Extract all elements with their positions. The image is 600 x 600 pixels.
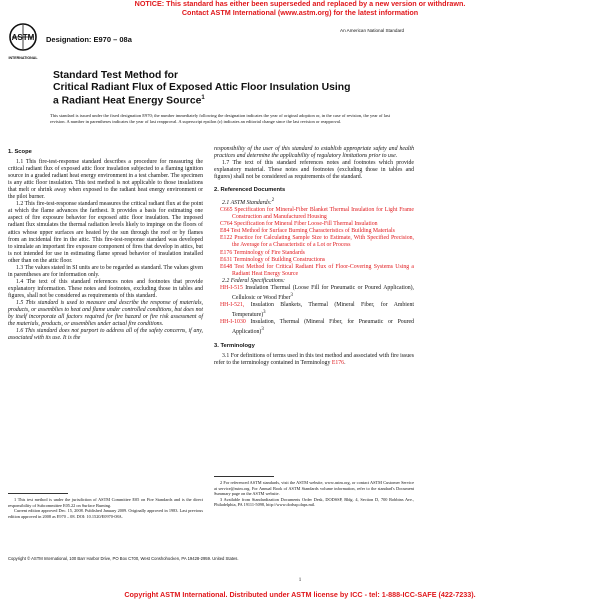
footnote-1: 1 This test method is under the jurisdiction of ASTM Committee E05 on Fire Standards and is the direct responsibility of Subcommittee E05.22 on Surface Burning.: [8, 497, 203, 508]
reference-title[interactable]: Terminology of Building Constructions: [233, 256, 326, 263]
federal-spec-list: [214, 285, 414, 336]
reference-code-link[interactable]: HH-I-521,: [220, 301, 245, 308]
left-column: [8, 146, 203, 342]
terminology-heading: 3. Terminology: [214, 342, 255, 349]
title-line-3-text: a Radiant Heat Energy Source: [53, 95, 202, 107]
logo-text: ASTM: [11, 33, 35, 42]
reference-title: Insulation, Thermal (Mineral Fiber, for Pneumatic or Poured Application): [232, 318, 414, 335]
reference-code-link[interactable]: HH-I-515: [220, 284, 243, 291]
document-title: [53, 70, 473, 107]
reference-item: [220, 250, 414, 257]
para-1-5: 1.5 This standard is used to measure and describe the response of materials, products, or assemblies to heat and flame under controlled conditions, but does not by itself incorporate all factors required for fire hazard or fire risk assessment of the materials, products, or assemblies under actual fire conditions.: [8, 299, 203, 328]
reference-item: [220, 302, 414, 319]
reference-footnote-ref: 3: [261, 326, 264, 332]
reference-code-link[interactable]: E631: [220, 256, 233, 263]
para-3-1: [214, 353, 414, 367]
logo-subtext: INTERNATIONAL: [8, 56, 38, 60]
reference-title: Insulation Thermal (Loose Fill for Pneumatic or Poured Application), Cellulosic or Wood Fiber: [232, 284, 414, 301]
title-footnote-ref: 1: [201, 95, 205, 102]
reference-title[interactable]: Test Method for Surface Burning Characteristics of Building Materials: [230, 228, 395, 235]
title-line-2: Critical Radiant Flux of Exposed Attic Floor Insulation Using: [53, 81, 351, 93]
reference-title[interactable]: Test Method for Critical Radiant Flux of Floor-Covering Systems Using a Radiant Heat Energy Source: [232, 263, 414, 277]
reference-code-link[interactable]: E176: [220, 249, 233, 256]
reference-item: [220, 264, 414, 278]
reference-footnote-ref: 3: [290, 292, 293, 298]
para-1-7: 1.7 The text of this standard references notes and footnotes which provide explanatory material. These notes and footnotes (excluding those in tables and figures) shall not be considered as requirements of the standard.: [214, 160, 414, 181]
right-column: [214, 146, 414, 367]
reference-title: Insulation Blankets, Thermal (Mineral Fiber, for Ambient Temperature): [232, 301, 415, 318]
footnotes-left: [8, 497, 203, 519]
para-2-2: 2.2 Federal Specifications:: [222, 277, 285, 284]
reference-code-link[interactable]: E84: [220, 228, 230, 235]
para-3-1-text: 3.1 For definitions of terms used in this test method and associated with fire issues refer to the terminology contained in Terminology: [214, 352, 414, 366]
reference-item: [220, 285, 414, 302]
footnote-3: 3 Available from Standardization Documents Order Desk, DODSSP, Bldg. 4, Section D, 700 Robbins Ave., Philadelphia, PA 19111-5098, http://www.dodssp.daps.mil.: [214, 496, 414, 508]
reference-title[interactable]: Specification for Mineral Fiber Loose-Fill Thermal Insulation: [234, 221, 378, 228]
withdrawal-notice: [0, 0, 600, 17]
reference-title[interactable]: Practice for Calculating Sample Size to Estimate, With Specified Precision, the Average for a Characteristic of a Lot or Process: [232, 235, 414, 249]
notice-line-2: Contact ASTM International (www.astm.org) for the latest information: [181, 7, 419, 17]
para-1-6: 1.6 This standard does not purport to address all of the safety concerns, if any, associated with its use. It is the: [8, 328, 203, 342]
para-2-1: [214, 197, 414, 207]
license-line: Copyright ASTM International. Distributed under ASTM license by ICC - tel: 1-888-ICC-SAFE (422-7233).: [124, 590, 476, 599]
footnote-ref-2: 2: [271, 198, 275, 204]
title-line-1: Standard Test Method for: [53, 70, 179, 81]
footnote-2: 2 For referenced ASTM standards, visit the ASTM website, www.astm.org, or contact ASTM Customer Service at service@astm.org. For Annual Book of ASTM Standards volume information, refer to the standard's Document Summary page on the ASTM website.: [214, 480, 414, 497]
reference-code-link[interactable]: C764: [220, 221, 233, 228]
referenced-documents-heading: 2. Referenced Documents: [214, 187, 286, 194]
scope-heading: 1. Scope: [8, 149, 32, 155]
reference-title[interactable]: Specification for Mineral-Fiber Blanket Thermal Insulation for Light Frame Construction and Manufactured Housing: [232, 207, 414, 221]
title-line-3: [53, 93, 473, 107]
astm-reference-list: [214, 207, 414, 277]
american-national-standard: An American National Standard: [340, 28, 405, 33]
footnote-rule-right: [214, 476, 274, 477]
astm-logo-icon: [8, 22, 38, 62]
terminology-link[interactable]: E176: [331, 359, 345, 366]
reference-footnote-ref: 3: [263, 309, 266, 315]
issuance-note: This standard is issued under the fixed designation E970; the number immediately following the designation indicates the year of original adoption or, in the case of revision, the year of last revision. A number in parentheses indicates the year of last reapproval. A superscript epsilon (ε) indicates an editorial change since the last revision or reapproval.: [50, 113, 390, 124]
para-3-1-end: .: [344, 359, 346, 366]
footnote-rule-left: [8, 493, 68, 494]
reference-code-link[interactable]: E122: [220, 235, 233, 242]
footnotes-right: [214, 480, 414, 508]
para-2-1-text: 2.1 ASTM Standards:: [222, 200, 272, 207]
copyright-line: Copyright © ASTM International, 100 Barr Harbor Drive, PO Box C700, West Conshohocken, PA 19428-2959. United States.: [8, 556, 239, 561]
footnote-1b: Current edition approved Dec. 15, 2008. Published January 2009. Originally approved in 1983. Last previous edition approved in 2008 as E970 – 08. DOI: 10.1520/E0970-08A.: [8, 508, 203, 519]
page-number: 1: [298, 578, 302, 583]
para-1-4: 1.4 The text of this standard references notes and footnotes that provide explanatory information. These notes and footnotes, excluding those in tables and figures, shall not be considered as requirements of this standard.: [8, 278, 203, 299]
reference-item: [220, 319, 414, 336]
notice-line-1: NOTICE: This standard has either been superseded and replaced by a new version or withdrawn.: [134, 0, 466, 8]
reference-title[interactable]: Terminology of Fire Standards: [233, 249, 305, 256]
reference-item: [220, 257, 414, 264]
para-1-6-cont: responsibility of the user of this standard to establish appropriate safety and health practices and determine the applicability of regulatory limitations prior to use.: [214, 146, 414, 160]
para-1-2: 1.2 This fire-test-response standard measures the critical radiant flux at the point at which the flame advances the farthest. It provides a basis for estimating one aspect of fire exposure behavior for exposed attic floor insulation. The imposed radiant flux simulates the thermal radiation levels likely to impinge on the floors of attics whose upper surfaces are heated by the sun through the roof or by flames from an incidental fire in the attic. This fire-test-response standard was developed to simulate an important fire exposure component of fires that develop in attics, but is not intended for use in estimating flame spread behavior of insulation installed other than on the attic floor.: [8, 201, 203, 264]
reference-code-link[interactable]: HH-I-1030: [220, 318, 246, 325]
para-1-1: 1.1 This fire-test-response standard describes a procedure for measuring the critical radiant flux of exposed attic floor insulation subjected to a flaming ignition source in a graded radiant heat energy environment in a test chamber. The specimen is any attic floor insulation. This test method is not applicable to those insulations that melt or shrink away when exposed to the radiant heat energy environment or the pilot burner.: [8, 159, 203, 201]
reference-item: [220, 207, 414, 221]
reference-code-link[interactable]: E648: [220, 263, 233, 270]
para-1-3: 1.3 The values stated in SI units are to be regarded as standard. The values given in parentheses are for information only.: [8, 264, 204, 278]
reference-code-link[interactable]: C665: [220, 207, 233, 214]
reference-item: [220, 235, 414, 249]
designation: Designation: E970 – 08a: [46, 35, 132, 44]
